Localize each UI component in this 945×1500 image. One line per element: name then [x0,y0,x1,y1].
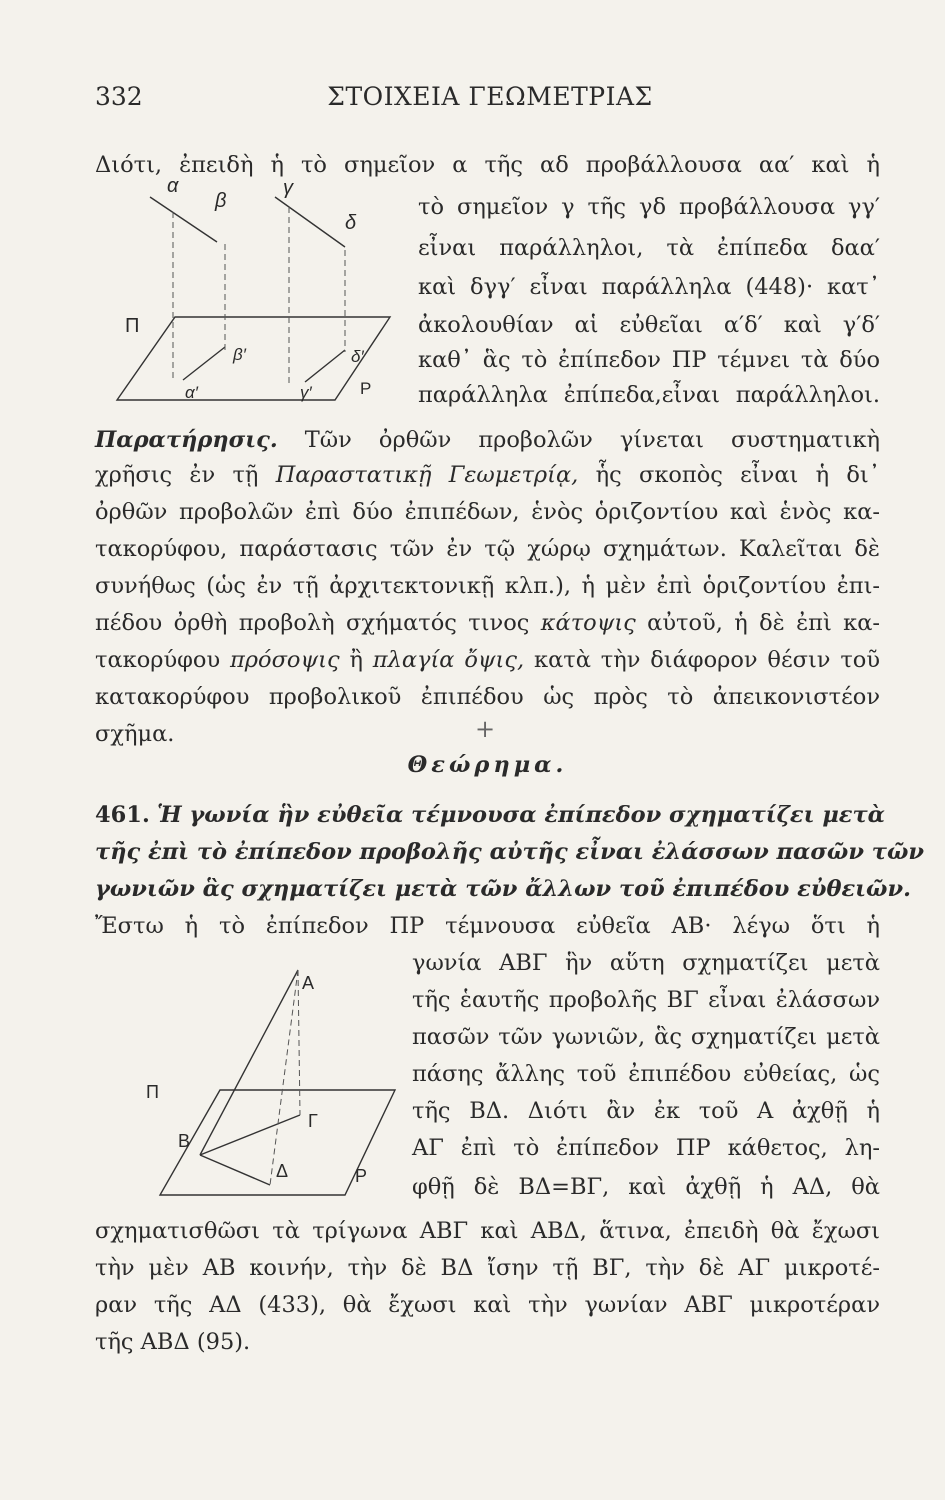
remark-italic-term: πλαγία ὄψις, [372,647,525,673]
line-ab [200,970,298,1155]
segment-ab [150,197,217,242]
theorem-proof-last-line: τῆς ΑΒΔ (95). [95,1329,251,1355]
remark-line [95,608,880,638]
theorem-proof-line: τὴν μὲν ΑΒ κοινήν, τὴν δὲ ΒΔ ἴσην τῇ ΒΓ, τὴν δὲ ΑΓ μικροτέ- [95,1255,880,1281]
line-bd [200,1155,270,1185]
theorem-proof-line: ραν τῆς ΑΔ (433), θὰ ἔχωσι καὶ τὴν γωνίαν ΑΒΓ μικροτέραν [95,1292,880,1318]
prev-proof-line: παράλληλα ἐπίπεδα,εἶναι παράλληλοι. [418,382,880,408]
label-R: Ρ [355,1166,368,1186]
remark-text: ἧς σκοπὸς εἶναι ἡ δι᾽ [595,462,881,488]
running-title: ΣΤΟΙΧΕΙΑ ΓΕΩΜΕΤΡΙΑΣ [327,82,653,111]
theorem-proof-line: τῆς ΒΔ. Διότι ἂν ἐκ τοῦ Α ἀχθῇ ἡ [412,1098,880,1124]
remark-line: ὀρθῶν προβολῶν ἐπὶ δύο ἐπιπέδων, ἑνὸς ὁριζοντίου καὶ ἑνὸς κα- [95,499,880,525]
theorem-proof-first-line: Ἔστω ἡ τὸ ἐπίπεδον ΠΡ τέμνουσα εὐθεῖα ΑΒ· λέγω ὅτι ἡ [95,913,880,939]
figure-2-svg [140,955,400,1215]
theorem-statement-line [95,800,885,830]
plane-pr-shape [117,317,390,400]
theorem-proof-line: ΑΓ ἐπὶ τὸ ἐπίπεδον ΠΡ κάθετος, λη- [412,1135,880,1161]
remark-last-line: σχῆμα. [95,721,175,747]
remark-text: αὐτοῦ, ἡ δὲ ἐπὶ κα- [647,610,881,636]
remark-italic-term: Παραστατικῇ Γεωμετρίᾳ, [275,462,579,488]
theorem-number: 461. [95,802,150,828]
label-alpha-prime: α′ [185,383,198,402]
remark-text: πέδου ὀρθὴ προβολὴ σχήματός τινος [95,610,530,636]
label-beta: β [215,190,227,212]
remark-text: Τῶν ὀρθῶν προβολῶν γίνεται συστηματικὴ [304,427,880,453]
remark-text: ἢ [349,647,363,673]
prev-proof-line: τὸ σημεῖον γ τῆς γδ προβάλλουσα γγ′ [418,194,880,220]
prev-proof-first-line: Διότι, ἐπειδὴ ἡ τὸ σημεῖον α τῆς αδ προβάλλουσα αα′ καὶ ἡ [95,152,880,178]
remark-line: συνήθως (ὡς ἐν τῇ ἀρχιτεκτονικῇ κλπ.), ἡ μὲν ἐπὶ ὁριζοντίου ἐπι- [95,573,880,599]
theorem-proof-line: πάσης ἄλλης τοῦ ἐπιπέδου εὐθείας, ὡς [412,1061,880,1087]
remark-line: κατακορύφου προβολικοῦ ἐπιπέδου ὡς πρὸς τὸ ἀπεικονιστέον [95,684,880,710]
line-ad [270,970,298,1185]
label-P: Π [146,1082,159,1102]
remark-heading: Παρατήρησις. [95,427,278,453]
theorem-statement-line: τῆς ἐπὶ τὸ ἐπίπεδον προβολῆς αὐτῆς εἶναι ἐλάσσων πασῶν τῶν [95,839,924,865]
label-D: Δ [276,1161,289,1181]
remark-line: τακορύφου, παράστασις τῶν ἐν τῷ χώρῳ σχημάτων. Καλεῖται δὲ [95,536,880,562]
prev-proof-line: εἶναι παράλληλοι, τὰ ἐπίπεδα δαα′ [418,235,880,261]
theorem-proof-line: φθῇ δὲ ΒΔ=ΒΓ, καὶ ἀχθῇ ἡ ΑΔ, θὰ [412,1174,880,1200]
page-number: 332 [95,82,143,111]
prev-proof-line: ἀκολουθίαν αἱ εὐθεῖαι α′δ′ καὶ γ′δ′ [418,312,880,338]
theorem-proof-line: πασῶν τῶν γωνιῶν, ἃς σχηματίζει μετὰ [412,1024,880,1050]
prev-proof-line: καθ᾽ ἃς τὸ ἐπίπεδον ΠΡ τέμνει τὰ δύο [418,347,880,373]
theorem-title: Θεώρημα. [407,752,568,778]
label-beta-prime: β′ [233,345,246,364]
theorem-statement: Ἡ γωνία ἣν εὐθεῖα τέμνουσα ἐπίπεδον σχηματίζει μετὰ [156,802,885,828]
label-delta: δ [345,212,357,234]
theorem-proof-line: σχηματισθῶσι τὰ τρίγωνα ΑΒΓ καὶ ΑΒΔ, ἅτινα, ἐπειδὴ θὰ ἔχωσι [95,1218,880,1244]
plus-mark: + [475,715,496,743]
remark-line [95,645,880,675]
theorem-proof-line: τῆς ἑαυτῆς προβολῆς ΒΓ εἶναι ἐλάσσων [412,987,880,1013]
label-gamma: γ [283,177,293,199]
remark-text: κατὰ τὴν διάφορον θέσιν τοῦ [534,647,881,673]
prev-proof-line: καὶ δγγ′ εἶναι παράλληλα (448)· κατ᾽ [418,274,880,300]
segment-a-b-proj [183,347,225,380]
theorem-proof-line: γωνία ΑΒΓ ἣν αὕτη σχηματίζει μετὰ [412,950,880,976]
label-pi: Π [125,315,140,337]
remark-text: χρῆσις ἐν τῇ [95,462,259,488]
projection-bg [200,1115,300,1155]
page-header [95,82,885,122]
label-gamma-prime: γ′ [300,383,312,402]
label-B: Β [178,1131,191,1151]
label-G: Γ [308,1111,318,1131]
figure-parallel-planes [105,172,405,411]
segment-g-d-proj [305,350,345,382]
label-A: Α [302,973,315,993]
remark-line [95,460,880,490]
theorem-statement-line: γωνιῶν ἃς σχηματίζει μετὰ τῶν ἄλλων τοῦ ἐπιπέδου εὐθειῶν. [95,876,911,902]
remark-first-line [95,425,880,455]
remark-italic-term: κάτοψις [540,610,636,636]
remark-text: τακορύφου [95,647,221,673]
segment-gd [275,197,345,247]
label-rho: Ρ [360,379,372,398]
figure-line-plane-angle [140,955,400,1219]
remark-italic-term: πρόσοψις [230,647,340,673]
label-delta-prime: δ′ [351,347,364,366]
perpendicular-ag [298,970,300,1115]
figure-1-svg [105,172,405,407]
label-alpha: α [167,175,179,197]
